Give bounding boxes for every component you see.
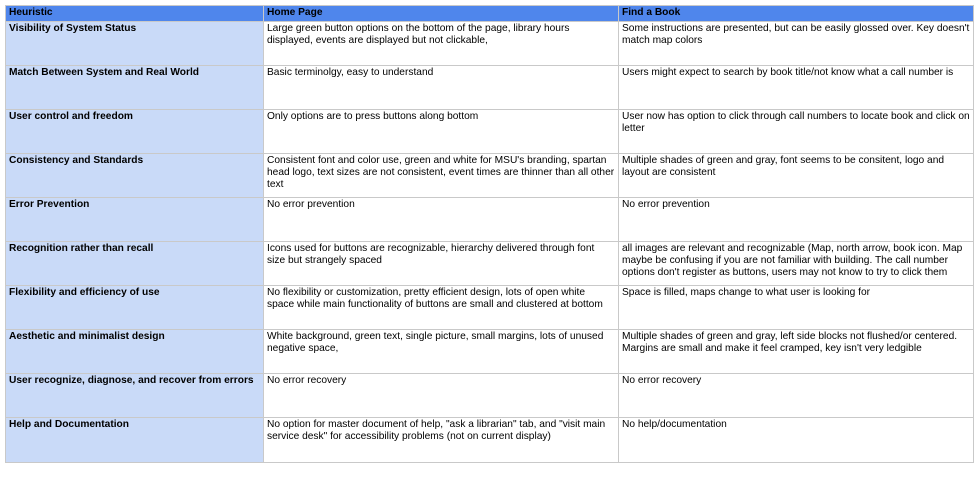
home-page-cell[interactable]: No error prevention bbox=[264, 198, 619, 242]
find-a-book-cell[interactable]: Users might expect to search by book title/not know what a call number is bbox=[619, 66, 974, 110]
home-page-cell[interactable]: Icons used for buttons are recognizable, hierarchy delivered through font size but strangely spaced bbox=[264, 242, 619, 286]
heuristic-cell[interactable]: Recognition rather than recall bbox=[6, 242, 264, 286]
home-page-cell[interactable]: White background, green text, single picture, small margins, lots of unused negative space, bbox=[264, 330, 619, 374]
table-row bbox=[6, 330, 974, 374]
heuristic-cell[interactable]: Error Prevention bbox=[6, 198, 264, 242]
table-row bbox=[6, 154, 974, 198]
heuristic-cell[interactable]: Consistency and Standards bbox=[6, 154, 264, 198]
table-header bbox=[6, 6, 974, 22]
table-row bbox=[6, 22, 974, 66]
header-row bbox=[6, 6, 974, 22]
column-header-find-a-book[interactable]: Find a Book bbox=[619, 6, 974, 22]
heuristic-cell[interactable]: Help and Documentation bbox=[6, 418, 264, 463]
home-page-cell[interactable]: No error recovery bbox=[264, 374, 619, 418]
table-row bbox=[6, 242, 974, 286]
home-page-cell[interactable]: No option for master document of help, "ask a librarian" tab, and "visit main service desk" for accessibility problems (not on current display) bbox=[264, 418, 619, 463]
find-a-book-cell[interactable]: Some instructions are presented, but can be easily glossed over. Key doesn't match map colors bbox=[619, 22, 974, 66]
table-row bbox=[6, 198, 974, 242]
find-a-book-cell[interactable]: User now has option to click through call numbers to locate book and click on letter bbox=[619, 110, 974, 154]
home-page-cell[interactable]: Only options are to press buttons along bottom bbox=[264, 110, 619, 154]
find-a-book-cell[interactable]: Multiple shades of green and gray, font seems to be consitent, logo and layout are consistent bbox=[619, 154, 974, 198]
home-page-cell[interactable]: Consistent font and color use, green and white for MSU's branding, spartan head logo, text sizes are not consistent, event times are thinner than all other text bbox=[264, 154, 619, 198]
heuristic-cell[interactable]: Match Between System and Real World bbox=[6, 66, 264, 110]
heuristic-cell[interactable]: Visibility of System Status bbox=[6, 22, 264, 66]
find-a-book-cell[interactable]: Multiple shades of green and gray, left side blocks not flushed/or centered. Margins are small and make it feel cramped, key isn't very ledgible bbox=[619, 330, 974, 374]
heuristic-cell[interactable]: User control and freedom bbox=[6, 110, 264, 154]
find-a-book-cell[interactable]: No help/documentation bbox=[619, 418, 974, 463]
table-row bbox=[6, 374, 974, 418]
heuristic-evaluation-table bbox=[5, 5, 974, 463]
table-row bbox=[6, 418, 974, 463]
home-page-cell[interactable]: Large green button options on the bottom of the page, library hours displayed, events are displayed but not clickable, bbox=[264, 22, 619, 66]
heuristic-cell[interactable]: Flexibility and efficiency of use bbox=[6, 286, 264, 330]
column-header-home-page[interactable]: Home Page bbox=[264, 6, 619, 22]
home-page-cell[interactable]: No flexibility or customization, pretty efficient design, lots of open white space while main functionality of buttons are small and clustered at bottom bbox=[264, 286, 619, 330]
heuristic-cell[interactable]: User recognize, diagnose, and recover from errors bbox=[6, 374, 264, 418]
find-a-book-cell[interactable]: No error recovery bbox=[619, 374, 974, 418]
home-page-cell[interactable]: Basic terminolgy, easy to understand bbox=[264, 66, 619, 110]
column-header-heuristic[interactable]: Heuristic bbox=[6, 6, 264, 22]
table-body bbox=[6, 22, 974, 463]
find-a-book-cell[interactable]: Space is filled, maps change to what user is looking for bbox=[619, 286, 974, 330]
table-row bbox=[6, 286, 974, 330]
table-row bbox=[6, 110, 974, 154]
table-row bbox=[6, 66, 974, 110]
find-a-book-cell[interactable]: No error prevention bbox=[619, 198, 974, 242]
find-a-book-cell[interactable]: all images are relevant and recognizable (Map, north arrow, book icon. Map maybe be confusing if you are not familiar with building. The call number options don't register as buttons, users may not know to try to click them bbox=[619, 242, 974, 286]
heuristic-cell[interactable]: Aesthetic and minimalist design bbox=[6, 330, 264, 374]
